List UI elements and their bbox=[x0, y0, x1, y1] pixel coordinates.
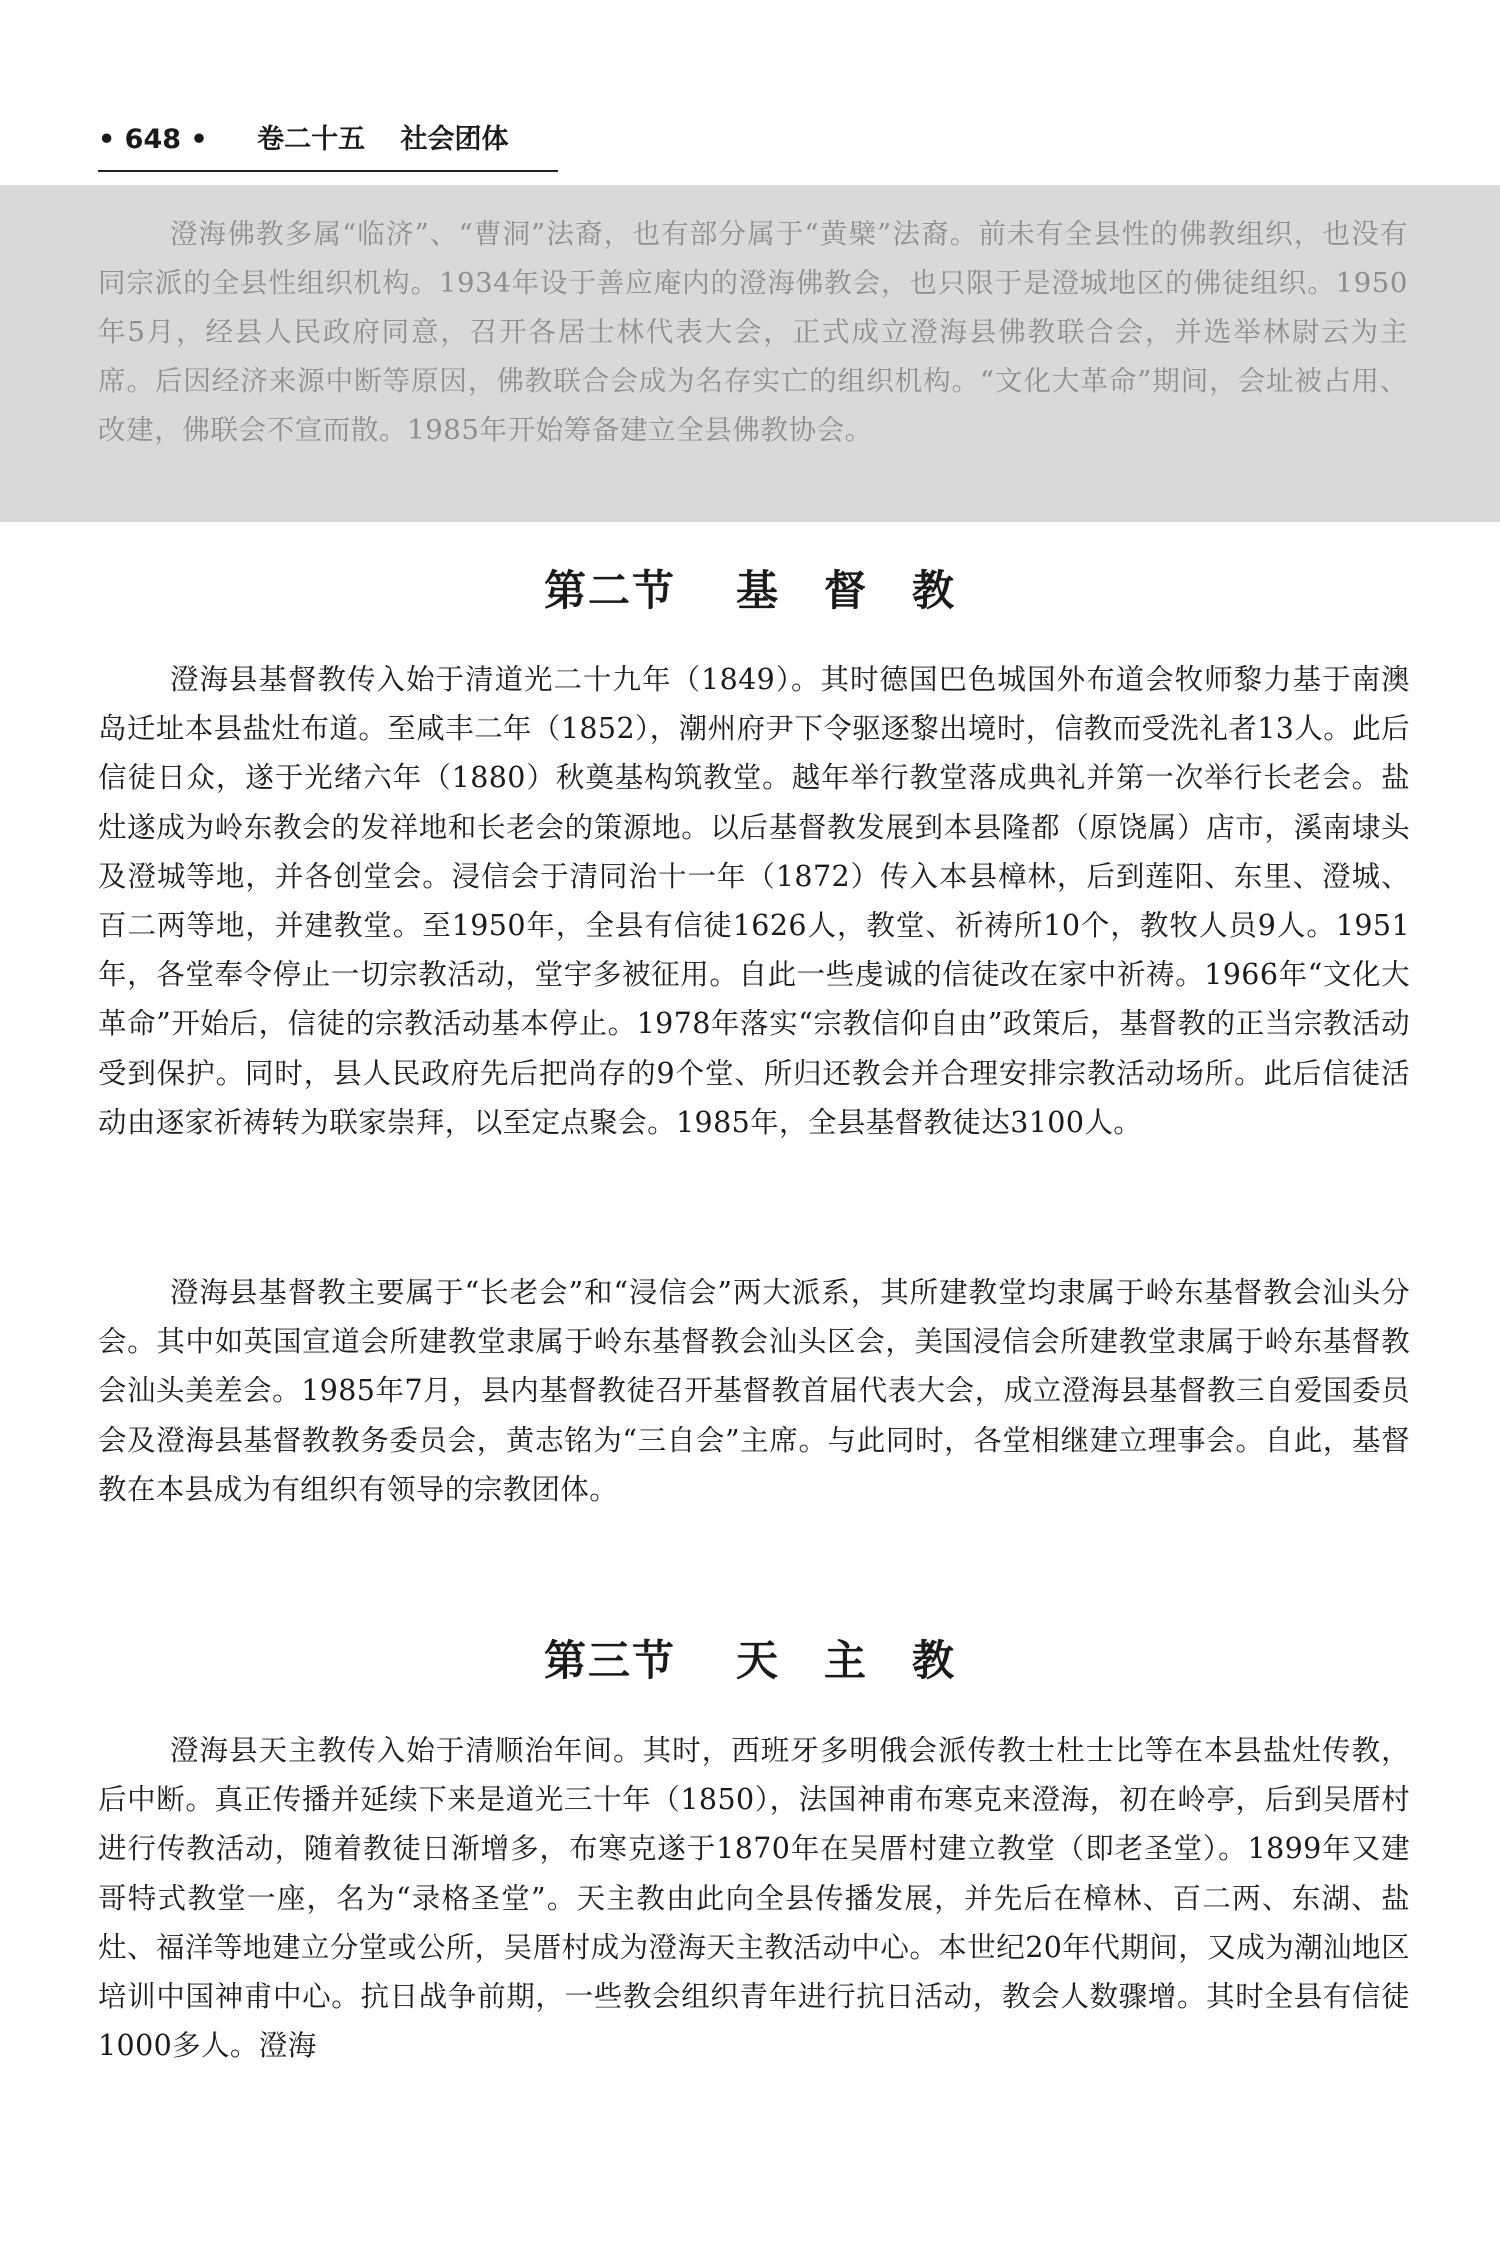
buddhism-paragraph: 澄海佛教多属“临济”、“曹洞”法裔，也有部分属于“黄檗”法裔。前未有全县性的佛教组织，也没有同宗派的全县性组织机构。1934年设于善应庵内的澄海佛教会，也只限于是澄城地区的佛徒组织。1950年5月，经县人民政府同意，召开各居士林代表大会，正式成立澄海县佛教联合会，并选举林尉云为主席。后因经济来源中断等原因，佛教联合会成为名存实亡的组织机构。“文化大革命”期间，会址被占用、改建，佛联会不宣而散。1985年开始筹备建立全县佛教协会。 bbox=[98, 218, 1408, 446]
catholicism-paragraph-1: 澄海县天主教传入始于清顺治年间。其时，西班牙多明俄会派传教士杜士比等在本县盐灶传教，后中断。真正传播并延续下来是道光三十年（1850），法国神甫布寒克来澄海，初在岭亭，后到吴厝村进行传教活动，随着教徒日渐增多，布寒克遂于1870年在吴厝村建立教堂（即老圣堂）。1899年又建哥特式教堂一座，名为“录格圣堂”。天主教由此向全县传播发展，并先后在樟林、百二两、东湖、盐灶、福洋等地建立分堂或公所，吴厝村成为澄海天主教活动中心。本世纪20年代期间，又成为潮汕地区培训中国神甫中心。抗日战争前期，一些教会组织青年进行抗日活动，教会人数骤增。其时全县有信徒1000多人。澄海 bbox=[98, 1734, 1410, 2063]
page-number: • 648 • bbox=[98, 124, 208, 155]
section-number: 第二节 bbox=[543, 566, 676, 615]
buddhism-shaded-block bbox=[0, 185, 1500, 522]
section-number: 第三节 bbox=[543, 1636, 676, 1685]
christianity-paragraph-1: 澄海县基督教传入始于清道光二十九年（1849）。其时德国巴色城国外布道会牧师黎力基于南澳岛迁址本县盐灶布道。至咸丰二年（1852），潮州府尹下令驱逐黎出境时，信教而受洗礼者13人。此后信徒日众，遂于光绪六年（1880）秋奠基构筑教堂。越年举行教堂落成典礼并第一次举行长老会。盐灶遂成为岭东教会的发祥地和长老会的策源地。以后基督教发展到本县隆都（原饶属）店市，溪南埭头及澄城等地，并各创堂会。浸信会于清同治十一年（1872）传入本县樟林，后到莲阳、东里、澄城、百二两等地，并建教堂。至1950年，全县有信徒1626人，教堂、祈祷所10个，教牧人员9人。1951年，各堂奉令停止一切宗教活动，堂宇多被征用。自此一些虔诚的信徒改在家中祈祷。1966年“文化大革命”开始后，信徒的宗教活动基本停止。1978年落实“宗教信仰自由”政策后，基督教的正当宗教活动受到保护。同时，县人民政府先后把尚存的9个堂、所归还教会并合理安排宗教活动场所。此后信徒活动由逐家祈祷转为联家崇拜，以至定点聚会。1985年，全县基督教徒达3100人。 bbox=[98, 663, 1410, 1139]
christianity-paragraph-2: 澄海县基督教主要属于“长老会”和“浸信会”两大派系，其所建教堂均隶属于岭东基督教会汕头分会。其中如英国宣道会所建教堂隶属于岭东基督教会汕头区会，美国浸信会所建教堂隶属于岭东基督教会汕头美差会。1985年7月，县内基督教徒召开基督教首届代表大会，成立澄海县基督教三自爱国委员会及澄海县基督教教务委员会，黄志铭为“三自会”主席。与此同时，各堂相继建立理事会。自此，基督教在本县成为有组织有领导的宗教团体。 bbox=[98, 1276, 1410, 1506]
volume-label: 卷二十五 bbox=[257, 124, 366, 155]
section-heading-christianity bbox=[0, 558, 1500, 618]
section-title: 天 主 教 bbox=[736, 1636, 957, 1685]
chapter-title: 社会团体 bbox=[400, 124, 509, 155]
section-title: 基 督 教 bbox=[736, 566, 957, 615]
section-heading-catholicism bbox=[0, 1628, 1500, 1688]
page-header bbox=[98, 118, 558, 172]
